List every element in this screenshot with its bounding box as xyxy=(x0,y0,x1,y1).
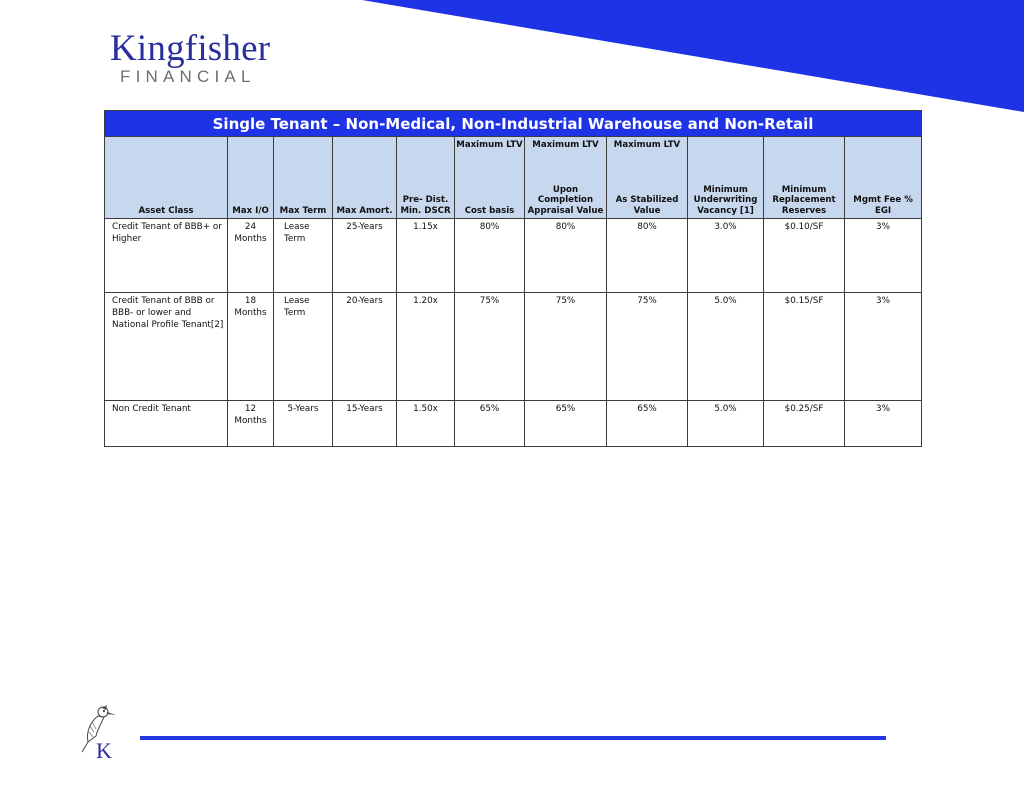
header-max-term: Max Term xyxy=(274,137,333,219)
logo-wordmark: Kingfisher xyxy=(110,28,271,69)
cell-reserves: $0.10/SF xyxy=(764,219,845,293)
header-max-amort: Max Amort. xyxy=(333,137,397,219)
table-row xyxy=(105,219,922,293)
cell-vacancy: 3.0% xyxy=(688,219,764,293)
cell-max-amort: 15-Years xyxy=(333,401,397,447)
cell-ltv-cost: 75% xyxy=(455,293,525,401)
cell-ltv-completion: 65% xyxy=(525,401,607,447)
cell-mgmt-fee: 3% xyxy=(845,401,922,447)
header-ltv-cost: Maximum LTV Cost basis xyxy=(455,137,525,219)
cell-asset-class: Credit Tenant of BBB+ or Higher xyxy=(105,219,228,293)
cell-max-term: Lease Term xyxy=(274,293,333,401)
company-logo xyxy=(110,30,270,86)
cell-dscr: 1.15x xyxy=(397,219,455,293)
cell-dscr: 1.50x xyxy=(397,401,455,447)
cell-asset-class: Credit Tenant of BBB or BBB- or lower and National Profile Tenant[2] xyxy=(105,293,228,401)
lending-terms-table xyxy=(104,110,922,447)
kingfisher-bird-icon xyxy=(76,702,122,762)
header-asset-class: Asset Class xyxy=(105,137,228,219)
footer-divider xyxy=(140,736,886,740)
cell-ltv-cost: 65% xyxy=(455,401,525,447)
cell-max-io: 12 Months xyxy=(228,401,274,447)
header-ltv-completion: Maximum LTV Upon Completion Appraisal Value xyxy=(525,137,607,219)
cell-ltv-completion: 80% xyxy=(525,219,607,293)
cell-max-amort: 20-Years xyxy=(333,293,397,401)
cell-ltv-stabilized: 75% xyxy=(607,293,688,401)
logo-subtitle: FINANCIAL xyxy=(120,67,256,86)
cell-ltv-stabilized: 65% xyxy=(607,401,688,447)
cell-vacancy: 5.0% xyxy=(688,293,764,401)
cell-mgmt-fee: 3% xyxy=(845,293,922,401)
table-row xyxy=(105,401,922,447)
header-vacancy: Minimum Underwriting Vacancy [1] xyxy=(688,137,764,219)
header-reserves: Minimum Replacement Reserves xyxy=(764,137,845,219)
cell-max-io: 24 Months xyxy=(228,219,274,293)
table-title: Single Tenant – Non-Medical, Non-Industrial Warehouse and Non-Retail xyxy=(105,111,922,137)
cell-ltv-completion: 75% xyxy=(525,293,607,401)
header-mgmt-fee: Mgmt Fee % EGI xyxy=(845,137,922,219)
cell-mgmt-fee: 3% xyxy=(845,219,922,293)
footer-logo-letter: K xyxy=(96,738,112,762)
cell-reserves: $0.15/SF xyxy=(764,293,845,401)
cell-max-amort: 25-Years xyxy=(333,219,397,293)
header-ltv-stabilized: Maximum LTV As Stabilized Value xyxy=(607,137,688,219)
header-min-dscr: Pre- Dist. Min. DSCR xyxy=(397,137,455,219)
cell-vacancy: 5.0% xyxy=(688,401,764,447)
table-row xyxy=(105,293,922,401)
cell-max-io: 18 Months xyxy=(228,293,274,401)
cell-dscr: 1.20x xyxy=(397,293,455,401)
cell-max-term: Lease Term xyxy=(274,219,333,293)
cell-ltv-stabilized: 80% xyxy=(607,219,688,293)
cell-ltv-cost: 80% xyxy=(455,219,525,293)
cell-asset-class: Non Credit Tenant xyxy=(105,401,228,447)
cell-reserves: $0.25/SF xyxy=(764,401,845,447)
header-max-io: Max I/O xyxy=(228,137,274,219)
cell-max-term: 5-Years xyxy=(274,401,333,447)
